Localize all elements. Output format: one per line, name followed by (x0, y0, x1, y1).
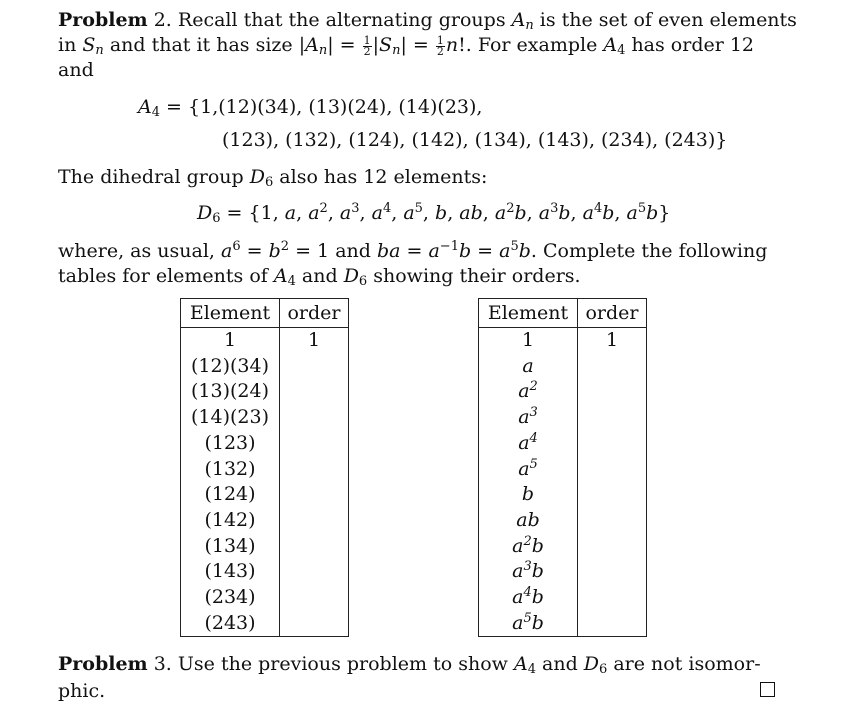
a4-element-cell: (143) (181, 559, 280, 585)
d6-order-table (478, 298, 647, 637)
problem2-line3: and (58, 59, 94, 81)
a4-order-cell[interactable] (280, 431, 349, 457)
a4-order-cell[interactable] (280, 482, 349, 508)
d6-order-cell[interactable]: 1 (578, 328, 647, 354)
where-b: and (335, 240, 371, 262)
d6-order-cell[interactable] (578, 457, 647, 483)
a4-order-cell[interactable] (280, 611, 349, 637)
d6-header-order: order (578, 299, 647, 328)
d6-intro: The dihedral group $D_6$ also has 12 elements: (58, 166, 488, 190)
line2-mid: and that it has size (109, 34, 293, 56)
problem2-number: 2. (153, 9, 172, 31)
a4-set-line1: $A_4 = \{1,(12)(34)$, (13)(24), (14)(23), (138, 96, 483, 120)
tables-line: tables for elements of $A_4$ and $D_6$ showing their orders. (58, 265, 581, 289)
d6-table-row (479, 585, 647, 611)
d6-table-row (479, 457, 647, 483)
problem2-heading: Problem (58, 9, 148, 31)
a4-header-element: Element (181, 299, 280, 328)
d6-element-cell: $a^2b$ (479, 534, 578, 560)
a4-order-cell[interactable] (280, 405, 349, 431)
line2-in: in (58, 34, 77, 56)
a4-element-cell: (13)(24) (181, 379, 280, 405)
d6-table-row (479, 431, 647, 457)
qed-box-icon (760, 682, 775, 697)
a4-element-cell: (12)(34) (181, 354, 280, 380)
d6-table-row (479, 482, 647, 508)
a4-order-cell[interactable] (280, 379, 349, 405)
tables-b: and (301, 265, 338, 287)
line2-end: has order 12 (631, 34, 755, 56)
problem2-line1-tail: is the set of even elements (539, 9, 797, 31)
d6-table-row (479, 405, 647, 431)
tables-a: tables for elements of (58, 265, 268, 287)
d6-table-row (479, 328, 647, 354)
a4-table-row (181, 328, 349, 354)
d6-intro-text: The dihedral group (58, 166, 244, 188)
problem3-text-b: and (542, 653, 578, 675)
d6-order-cell[interactable] (578, 611, 647, 637)
where-line: where, as usual, $a^6 = b^2 = 1$ and ba = $a^{-1}b = a^5b$. Complete the following (58, 239, 768, 262)
d6-element-cell: $a^5b$ (479, 611, 578, 637)
d6-intro-tail: also has 12 elements: (279, 166, 488, 188)
a4-element-cell: (142) (181, 508, 280, 534)
d6-set: $D_6 = \{1$, a, $a^2$, $a^3$, $a^4$, $a^5$, b, ab, $a^2b$, $a^3b$, $a^4b$, $a^5b$} (197, 201, 671, 226)
d6-table-row (479, 534, 647, 560)
where-c: Complete the following (543, 240, 768, 262)
d6-order-cell[interactable] (578, 508, 647, 534)
a4-table-row (181, 457, 349, 483)
d6-element-cell: a (479, 354, 578, 380)
problem3-line1: Problem 3. Use the previous problem to show $A_4$ and $D_6$ are not isomor- (58, 653, 761, 677)
line2-tail: For example (477, 34, 598, 56)
d6-element-cell: $a^3$ (479, 405, 578, 431)
a4-order-cell[interactable]: 1 (280, 328, 349, 354)
a4-order-cell[interactable] (280, 534, 349, 560)
a4-element-cell: (14)(23) (181, 405, 280, 431)
d6-order-cell[interactable] (578, 379, 647, 405)
d6-element-cell: $a^5$ (479, 457, 578, 483)
a4-table-row (181, 559, 349, 585)
d6-header-element: Element (479, 299, 578, 328)
problem3-number: 3. (153, 653, 172, 675)
d6-table-row (479, 559, 647, 585)
a4-table-row (181, 611, 349, 637)
d6-table-row (479, 611, 647, 637)
d6-order-cell[interactable] (578, 482, 647, 508)
a4-header-order: order (280, 299, 349, 328)
problem3-heading: Problem (58, 653, 148, 675)
problem2-line1: Problem 2. Recall that the alternating groups $A_n$ is the set of even elements (58, 9, 797, 33)
a4-table-row (181, 405, 349, 431)
d6-element-cell: b (479, 482, 578, 508)
problem3-text-c: are not isomor- (613, 653, 761, 675)
d6-order-cell[interactable] (578, 354, 647, 380)
a4-order-cell[interactable] (280, 457, 349, 483)
a4-set-line1-text: {1,(12)(34), (13)(24), (14)(23), (188, 96, 483, 118)
a4-order-table (180, 298, 349, 637)
problem3-text-a: Use the previous problem to show (177, 653, 508, 675)
a4-set-line2: (123), (132), (124), (142), (134), (143), (234), (243)} (222, 129, 728, 151)
d6-element-cell: $a^4$ (479, 431, 578, 457)
d6-table-row (479, 379, 647, 405)
a4-element-cell: 1 (181, 328, 280, 354)
d6-table-row (479, 508, 647, 534)
problem2-line1-text: Recall that the alternating groups (177, 9, 506, 31)
a4-element-cell: (243) (181, 611, 280, 637)
d6-order-cell[interactable] (578, 405, 647, 431)
a4-table-row (181, 354, 349, 380)
a4-table-row (181, 379, 349, 405)
a4-table-row (181, 431, 349, 457)
a4-table-row (181, 585, 349, 611)
a4-order-cell[interactable] (280, 585, 349, 611)
a4-table-row (181, 534, 349, 560)
d6-order-cell[interactable] (578, 559, 647, 585)
d6-element-cell: 1 (479, 328, 578, 354)
a4-element-cell: (123) (181, 431, 280, 457)
a4-element-cell: (234) (181, 585, 280, 611)
a4-table-row (181, 508, 349, 534)
d6-order-cell[interactable] (578, 431, 647, 457)
a4-order-cell[interactable] (280, 559, 349, 585)
d6-order-cell[interactable] (578, 585, 647, 611)
a4-element-cell: (132) (181, 457, 280, 483)
a4-order-cell[interactable] (280, 354, 349, 380)
d6-table-row (479, 354, 647, 380)
a4-element-cell: (134) (181, 534, 280, 560)
a4-table-row (181, 482, 349, 508)
d6-element-cell: $a^3b$ (479, 559, 578, 585)
d6-element-cell: ab (479, 508, 578, 534)
where-a: where, as usual, (58, 240, 215, 262)
a4-element-cell: (124) (181, 482, 280, 508)
d6-element-cell: $a^2$ (479, 379, 578, 405)
a4-order-cell[interactable] (280, 508, 349, 534)
tables-c: showing their orders. (373, 265, 581, 287)
d6-order-cell[interactable] (578, 534, 647, 560)
problem2-line2: in $S_n$ and that it has size $|A_n|$ = $\frac{1}{2}$ $|S_n|$ = $\frac{1}{2}$ n!. For example $A_4$ has order 12 (58, 33, 755, 58)
problem3-line2: phic. (58, 680, 106, 702)
d6-element-cell: $a^4b$ (479, 585, 578, 611)
